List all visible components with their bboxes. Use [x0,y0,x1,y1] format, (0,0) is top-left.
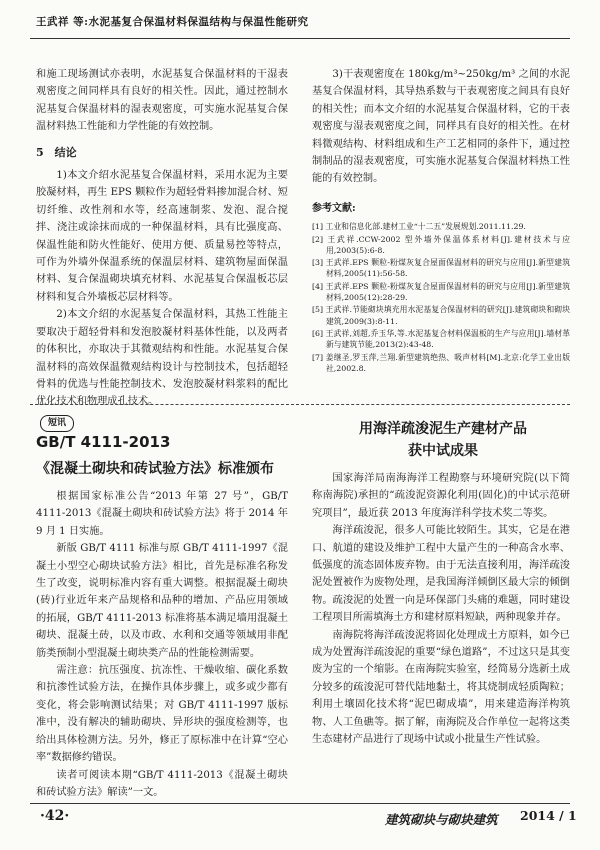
intro-paragraph: 和施工现场测试亦表明，水泥基复合保温材料的干湿表观密度之间同样具有良好的相关性。因此，通过控制水泥基复合保温材料的湿表观密度，可实施水泥基复合保温材料热工性能和力学性能的有效控制。 [36,69,288,133]
news-right-para: 国家海洋局南海海洋工程勘察与环境研究院(以下简称南海院)承担的“疏浚泥资源化利用(固化)的中试示范研究项目”，最近获 2013 年度海洋科学技术奖二等奖。 [312,473,570,519]
news-right-para: 海洋疏浚泥，很多人可能比较陌生。其实，它是在港口、航道的建设及维护工程中大量产生的一种高含水率、低强度的流态固体废弃物。由于无法直接利用，海洋疏浚泥处置被作为废物处理，是我国海洋倾倒区最大宗的倾倒物。疏浚泥的处置一向是环保部门头痛的难题，同时建设工程项目所需填海土方和建材原料短缺，两种现象并存。 [312,525,570,624]
magazine-name: 建筑砌块与砌块建筑 [385,812,498,827]
news-left-body [36,488,288,801]
references-list [312,221,570,374]
reference-item: [7] 姜继圣,罗玉萍,兰翔.新型建筑绝热、吸声材料[M].北京:化学工业出版社,2002.8. [312,352,570,373]
reference-item: [5] 王武祥.节能砌块填充用水泥基复合保温材料的研究[J].建筑砌块和砌块建筑,2009(3):8-11. [312,305,570,326]
footer-rule [30,803,570,804]
news-left-para: 需注意：抗压强度、抗冻性、干燥收缩、碳化系数和抗渗性试验方法，在操作具体步骤上，或多或少都有变化，将会影响测试结果；对 GB/T 4111-1997 版标准中，没有解决的辅助砌块、异形块的强度检测等，也给出具体检测方法。另外，修正了原标准中在计算“空心率”数据修约错误。 [36,665,288,764]
news-badge: 短讯 [40,415,74,432]
standard-title: 《混凝土砌块和砖试验方法》标准颁布 [36,461,274,477]
reference-item: [2] 王武祥.CCW-2002 型外墙外保温体系材料[J].建材技术与应用,2003(5):6-8. [312,234,570,255]
reference-item: [6] 王武祥,刘超,乔玉华,等.水泥基复合材料保温板的生产与应用[J].墙材革新与建筑节能,2013(2):43-48. [312,328,570,350]
page-number: ·42· [40,808,70,824]
references-title: 参考文献: [312,202,356,214]
news-left-para: 新版 GB/T 4111 标准与原 GB/T 4111-1997《混凝土小型空心砌块试验方法》相比，首先是标准名称发生了改变，说明标准内容有重大调整。根据混凝土砌块(砖)行业近年来产品规格和品种的增加、产品应用领域的拓展，GB/T 4111-2013 标准将基本满足墙用混凝土砌块、混凝土砖，以及市政、水利和交通等领域用非配筋类预制小型混凝土砌块类产品的性能检测需要。 [36,543,288,659]
news-left-para: 根据国家标准公告“2013 年第 27 号”，GB/T 4111-2013《混凝土砌块和砖试验方法》将于 2014 年 9 月 1 日实施。 [36,491,288,537]
standard-code: GB/T 4111-2013 [36,433,171,451]
news-right-body [312,470,570,749]
reference-item: [1] 工业和信息化部.建材工业“十二五”发展规划.2011.11.29. [312,222,526,232]
reference-item: [4] 王武祥.EPS 颗粒-粉煤灰复合屋面保温材料的研究与应用[J].新型建筑材料,2005(12):28-29. [312,281,570,303]
news-title-line-1: 用海洋疏浚泥生产建材产品 [359,421,527,437]
section-heading: 5 结论 [36,145,77,159]
right-column [312,66,570,375]
issue-number: 2014 / 1 [520,808,577,823]
conclusion-2: 2)本文介绍的水泥基复合保温材料，其热工性能主要取决于超轻骨料和发泡胶凝材料基体性能，以及两者的体积比，亦取决于其微观结构和性能。水泥基复合保温材料的高效保温微观结构设计与控制技术，包括超轻骨料的优选与性能控制技术、发泡胶凝材料浆料的配比优化技术和物理成孔技术。 [36,309,288,408]
news-left-para: 读者可阅读本期“GB/T 4111-2013《混凝土砌块和砖试验方法》解读”一文。 [36,769,288,798]
running-header: 王武祥 等:水泥基复合保温材料保温结构与保温性能研究 [36,16,309,28]
header-rule [30,38,570,39]
news-separator [30,404,570,405]
conclusion-1: 1)本文介绍水泥基复合保温材料，采用水泥为主要胶凝材料，再生 EPS 颗粒作为超轻骨料掺加混合材、短切纤维、改性剂和水等，经高速制浆、发泡、混合搅拌、浇注或涂抹而成的一种保温材料，具有比强度高、保温性能和防火性能好、使用方便、质量易控等特点，可作为外墙外保温系统的保温层材料、建筑物屋面保温材料、复合保温砌块填充材料、水泥基复合保温板芯层材料和复合外墙板芯层材料等。 [36,170,288,303]
news-right-para: 南海院将海洋疏浚泥将固化处理成土方原料，如今已成为处置海洋疏浚泥的重要“绿色道路”，不过这只是其变废为宝的一个缩影。在南海院实验室，经简易分选新土成分较多的疏浚泥可替代陆地黏土，将其烧制成轻质陶粒；利用土壤固化技术将“泥巴砌成墙”，用来建造海洋构筑物、人工鱼礁等。据了解，南海院及合作单位一起将这类生态建材产品进行了现场中试或小批量生产性试验。 [312,629,570,746]
left-column [36,66,288,411]
news-title-line-2: 获中试成果 [408,443,478,459]
conclusion-3: 3)干表观密度在 180kg/m³~250kg/m³ 之间的水泥基复合保温材料，其导热系数与干表观密度之间具有良好的相关性；而本文介绍的水泥基复合保温材料，它的干表观密度与湿表观密度之间，同样具有良好的相关性。在材料微观结构、材料组成和生产工艺相同的条件下，通过控制制品的湿表观密度，可实施水泥基复合保温材料热工性能的有效控制。 [312,69,570,185]
reference-item: [3] 王武祥.EPS 颗粒-粉煤灰复合屋面保温材料的研究与应用[J].新型建筑材料,2005(11):56-58. [312,258,570,279]
